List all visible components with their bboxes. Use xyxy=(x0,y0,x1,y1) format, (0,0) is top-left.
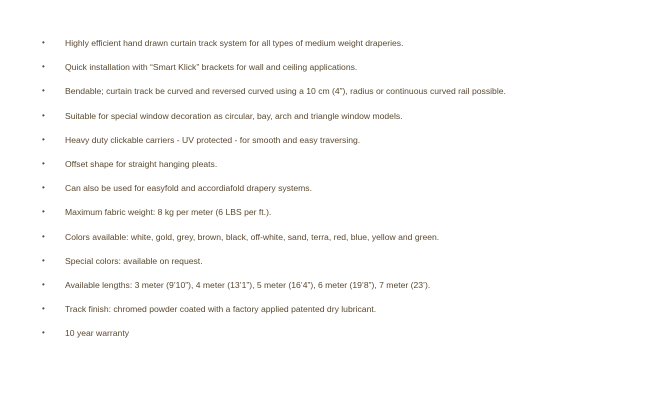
bullet-icon: • xyxy=(42,134,45,144)
bullet-icon: • xyxy=(42,183,45,193)
bullet-icon: • xyxy=(42,279,45,289)
list-item xyxy=(0,180,650,204)
feature-text: Colors available: white, gold, grey, brown, black, off-white, sand, terra, red, blue, yellow and green. xyxy=(65,231,440,242)
bullet-icon: • xyxy=(42,328,45,338)
list-item xyxy=(0,132,650,156)
feature-text: Can also be used for easyfold and accordiafold drapery systems. xyxy=(65,183,312,194)
list-item xyxy=(0,35,650,59)
list-item xyxy=(0,83,650,107)
feature-text: Highly efficient hand drawn curtain track system for all types of medium weight draperies. xyxy=(65,38,404,48)
list-item xyxy=(0,59,650,83)
list-item xyxy=(0,229,650,253)
list-item xyxy=(0,301,650,325)
bullet-icon: • xyxy=(42,304,45,314)
bullet-icon: • xyxy=(42,38,45,47)
feature-list xyxy=(0,35,650,349)
feature-text: Available lengths: 3 meter (9’10”), 4 meter (13’1”), 5 meter (16’4”), 6 meter (19’8”), 7 meter (23’). xyxy=(65,279,431,290)
feature-text: Suitable for special window decoration as circular, bay, arch and triangle window models. xyxy=(65,110,403,121)
feature-text: Heavy duty clickable carriers - UV protected - for smooth and easy traversing. xyxy=(65,134,361,145)
list-item xyxy=(0,325,650,349)
feature-text: Track finish: chromed powder coated with a factory applied patented dry lubricant. xyxy=(65,304,377,315)
bullet-icon: • xyxy=(42,207,45,217)
bullet-icon: • xyxy=(42,110,45,120)
feature-text: Offset shape for straight hanging pleats. xyxy=(65,158,218,169)
list-item xyxy=(0,277,650,301)
list-item xyxy=(0,204,650,228)
feature-text: Special colors: available on request. xyxy=(65,255,203,266)
feature-text: Maximum fabric weight: 8 kg per meter (6 LBS per ft.). xyxy=(65,207,272,218)
bullet-icon: • xyxy=(42,86,45,96)
feature-text: Quick installation with “Smart Klick” brackets for wall and ceiling applications. xyxy=(65,62,358,73)
list-item xyxy=(0,253,650,277)
list-item xyxy=(0,108,650,132)
bullet-icon: • xyxy=(42,62,45,72)
bullet-icon: • xyxy=(42,255,45,265)
bullet-icon: • xyxy=(42,158,45,168)
feature-text: 10 year warranty xyxy=(65,328,130,339)
bullet-icon: • xyxy=(42,231,45,241)
feature-text: Bendable; curtain track be curved and reversed curved using a 10 cm (4”), radius or continuous curved rail possible. xyxy=(65,86,506,97)
list-item xyxy=(0,156,650,180)
